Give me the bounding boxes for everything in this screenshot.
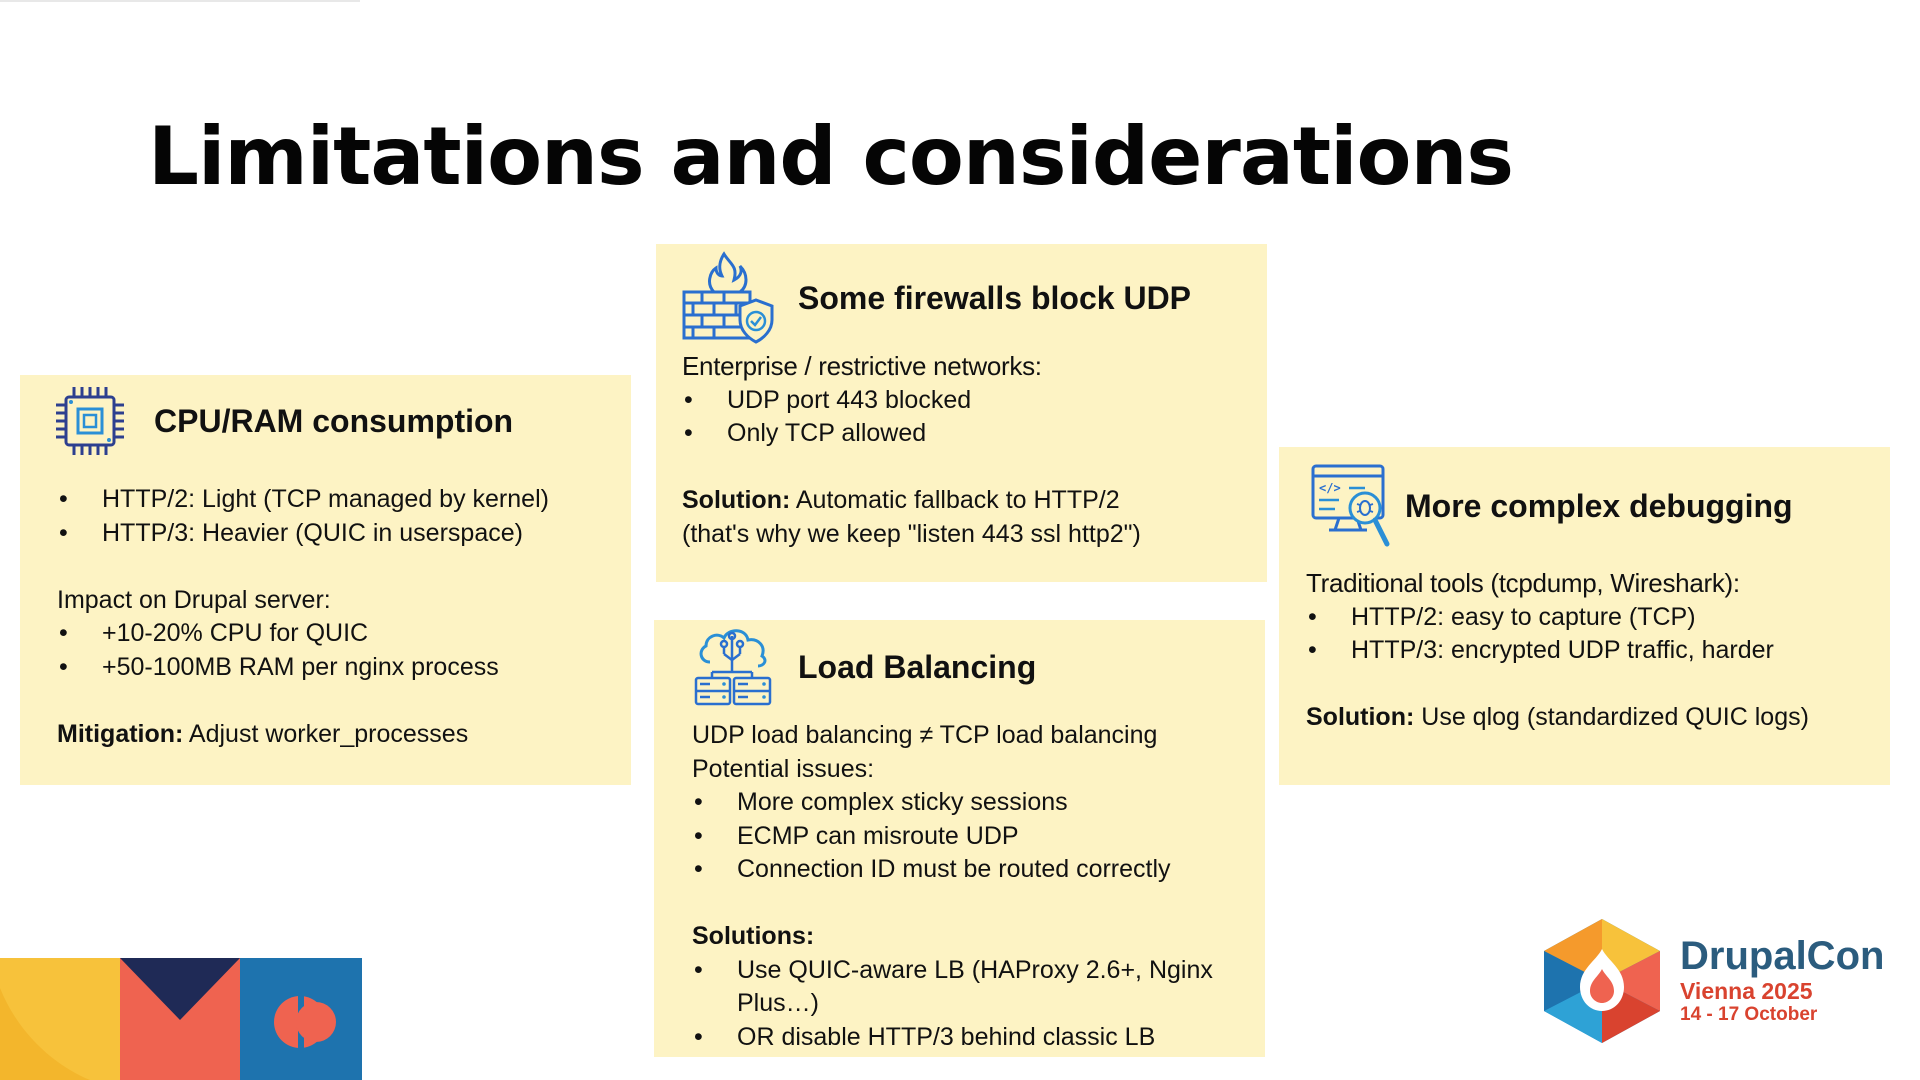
cloud-servers-icon <box>692 626 774 708</box>
intro-text: Enterprise / restrictive networks: <box>682 351 1042 381</box>
card-title: More complex debugging <box>1405 487 1793 524</box>
logo-text <box>1680 936 1884 1024</box>
card-title: Some firewalls block UDP <box>798 279 1192 316</box>
svg-text:</>: </> <box>1319 481 1341 495</box>
list-item: • +10-20% CPU for QUIC <box>57 617 617 651</box>
solution-text-continued: (that's why we keep "listen 443 ssl http2") <box>682 519 1141 548</box>
card-header <box>692 626 1036 708</box>
mitigation-line <box>57 718 617 752</box>
card-body <box>57 483 617 751</box>
slide-title: Limitations and considerations <box>148 110 1514 203</box>
drupalcon-logo <box>1532 915 1884 1045</box>
list-item: • HTTP/2: easy to capture (TCP) <box>1306 601 1881 635</box>
cpu-chip-icon <box>54 385 126 457</box>
solution-line <box>1306 701 1881 735</box>
list-item: • Use QUIC-aware LB (HAProxy 2.6+, Nginx Plus…) <box>692 954 1232 1021</box>
drupal-hexagon-icon <box>1532 915 1672 1045</box>
card-title: CPU/RAM consumption <box>154 402 514 439</box>
list-item: • HTTP/3: Heavier (QUIC in userspace) <box>57 517 617 551</box>
card-load-balancing <box>654 620 1265 1057</box>
solution-text: Automatic fallback to HTTP/2 <box>790 486 1120 514</box>
list-item: • +50-100MB RAM per nginx process <box>57 651 617 685</box>
card-cpu-ram <box>20 375 631 785</box>
solution-line <box>682 484 1257 518</box>
code-debug-monitor-icon <box>1309 462 1393 550</box>
solution-label: Solution: <box>682 486 791 514</box>
card-body <box>1306 567 1881 735</box>
list-item: • HTTP/2: Light (TCP managed by kernel) <box>57 483 617 517</box>
lb-line-1: UDP load balancing ≠ TCP load balancing <box>692 721 1158 749</box>
logo-city: Vienna 2025 <box>1680 978 1813 1004</box>
logo-name: DrupalCon <box>1680 934 1885 978</box>
mitigation-label: Mitigation: <box>57 719 184 748</box>
card-firewall <box>656 244 1267 582</box>
decorative-shapes <box>0 958 362 1080</box>
list-item: • More complex sticky sessions <box>692 786 1252 820</box>
card-header <box>54 385 513 457</box>
solution-label: Solution: <box>1306 703 1415 731</box>
list-item: • OR disable HTTP/3 behind classic LB <box>692 1021 1232 1055</box>
card-header <box>680 250 1191 346</box>
top-edge-line <box>0 0 360 2</box>
list-item: • HTTP/3: encrypted UDP traffic, harder <box>1306 634 1881 668</box>
intro-text: Traditional tools (tcpdump, Wireshark): <box>1306 568 1740 598</box>
list-item: • Connection ID must be routed correctly <box>692 853 1252 887</box>
mitigation-text: Adjust worker_processes <box>183 719 469 748</box>
lb-line-2: Potential issues: <box>692 754 875 783</box>
logo-dates: 14 - 17 October <box>1680 1004 1818 1025</box>
list-item: • UDP port 443 blocked <box>682 384 1257 418</box>
solution-text: Use qlog (standardized QUIC logs) <box>1414 703 1809 731</box>
solutions-label: Solutions: <box>692 922 815 950</box>
card-header <box>1309 462 1793 550</box>
card-title: Load Balancing <box>798 648 1037 685</box>
list-item: • ECMP can misroute UDP <box>692 820 1252 854</box>
card-body <box>692 719 1252 1054</box>
card-debugging <box>1279 447 1890 785</box>
firewall-shield-icon <box>680 250 776 346</box>
list-item: • Only TCP allowed <box>682 417 1257 451</box>
impact-label: Impact on Drupal server: <box>57 585 331 614</box>
card-body <box>682 350 1257 551</box>
